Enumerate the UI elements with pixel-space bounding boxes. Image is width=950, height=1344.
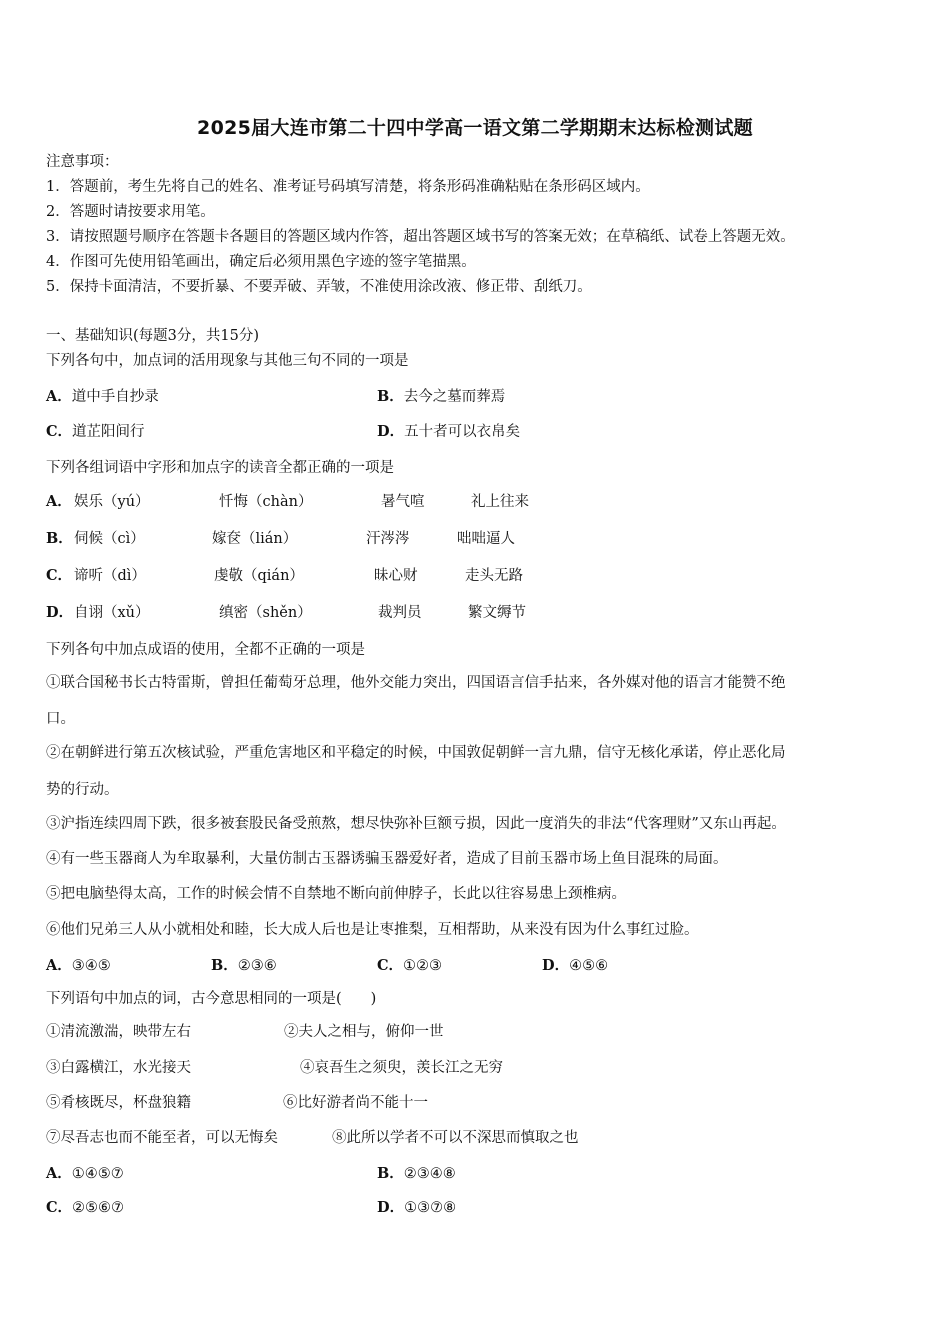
notice-heading: 注意事项：	[46, 154, 119, 170]
option-text: 道中手自抄录	[71, 389, 159, 405]
option-label: B．	[377, 388, 404, 405]
sentence-line: ③沪指连续四周下跌，很多被套股民备受煎熬，想尽快弥补巨额亏损，因此一度消失的非法“代客理财”又东山再起。	[46, 816, 786, 832]
option-d	[542, 956, 608, 976]
row-cell: 谛听（dì）	[74, 568, 146, 584]
row-cell: 自诩（xǔ）	[74, 605, 150, 621]
row-cell: 伺候（cì）	[74, 531, 145, 547]
row-cell: 繁文缛节	[468, 605, 526, 621]
option-text: 去今之墓而葬焉	[403, 389, 506, 405]
option-label: A．	[46, 957, 72, 974]
row-cell: 裁判员	[378, 605, 422, 621]
sentence-item: ⑧此所以学者不可以不深思而慎取之也	[332, 1130, 579, 1146]
question-stem: 下列语句中加点的词，古今意思相同的一项是( )	[46, 991, 377, 1007]
option-c	[46, 422, 145, 442]
notice-item: 1．答题前，考生先将自己的姓名、准考证号码填写清楚，将条形码准确粘贴在条形码区域内。	[46, 179, 650, 195]
option-label: C．	[377, 957, 404, 974]
option-text: ④⑤⑥	[569, 958, 609, 974]
sentence-item: ⑤肴核既尽，杯盘狼籍	[46, 1095, 191, 1111]
option-text: ①④⑤⑦	[71, 1166, 124, 1182]
question-stem: 下列各组词语中字形和加点字的读音全都正确的一项是	[46, 460, 394, 476]
option-text: ②③⑥	[237, 958, 277, 974]
option-text: ①③⑦⑧	[404, 1200, 457, 1216]
option-b	[377, 1164, 456, 1184]
sentence-item: ⑦尽吾志也而不能至者，可以无悔矣	[46, 1130, 278, 1146]
row-cell: 暑气喧	[381, 494, 425, 510]
row-label: A．	[46, 493, 72, 510]
question-stem: 下列各句中加点成语的使用，全都不正确的一项是	[46, 642, 365, 658]
option-d	[377, 1198, 456, 1218]
sentence-item: ③白露横江，水光接天	[46, 1060, 191, 1076]
option-label: D．	[377, 423, 405, 440]
row-cell: 咄咄逼人	[457, 531, 515, 547]
row-label: B．	[46, 530, 73, 547]
row-cell: 娱乐（yú）	[74, 494, 150, 510]
row-cell: 虔敬（qián）	[214, 568, 304, 584]
notice-item: 5．保持卡面清洁，不要折暴、不要弄破、弄皱，不准使用涂改液、修正带、刮纸刀。	[46, 279, 592, 295]
option-text: ③④⑤	[71, 958, 111, 974]
option-label: B．	[377, 1165, 404, 1182]
sentence-line: ①联合国秘书长古特雷斯，曾担任葡萄牙总理，他外交能力突出，四国语言信手拈来，各外媒对他的语言才能赞不绝	[46, 675, 786, 691]
row-cell: 昧心财	[374, 568, 418, 584]
row-cell: 缜密（shěn）	[219, 605, 312, 621]
sentence-item: ①清流激湍，映带左右	[46, 1024, 191, 1040]
sentence-item: ⑥比好游者尚不能十一	[283, 1095, 428, 1111]
option-label: A．	[46, 388, 72, 405]
option-text: 道芷阳间行	[72, 424, 145, 440]
question-stem: 下列各句中，加点词的活用现象与其他三句不同的一项是	[46, 353, 409, 369]
sentence-line: ④有一些玉器商人为牟取暴利，大量仿制古玉器诱骗玉器爱好者，造成了目前玉器市场上鱼目混珠的局面。	[46, 851, 728, 867]
option-label: C．	[46, 423, 73, 440]
option-label: B．	[211, 957, 238, 974]
option-a	[46, 1164, 124, 1184]
row-cell: 忏悔（chàn）	[219, 494, 313, 510]
option-text: 五十者可以衣帛矣	[404, 424, 521, 440]
option-text: ①②③	[403, 958, 443, 974]
option-a	[46, 387, 159, 407]
option-label: D．	[377, 1199, 405, 1216]
option-c	[46, 1198, 124, 1218]
notice-item: 4．作图可先使用铅笔画出，确定后必须用黑色字迹的签字笔描黑。	[46, 254, 476, 270]
sentence-line: ②在朝鲜进行第五次核试验，严重危害地区和平稳定的时候，中国敦促朝鲜一言九鼎，信守无核化承诺，停止恶化局	[46, 745, 786, 761]
option-text: ②③④⑧	[403, 1166, 456, 1182]
row-cell: 礼上往来	[471, 494, 529, 510]
option-text: ②⑤⑥⑦	[72, 1200, 125, 1216]
option-label: C．	[46, 1199, 73, 1216]
option-b	[377, 387, 505, 407]
sentence-line: 口。	[46, 711, 75, 727]
row-label: D．	[46, 604, 74, 621]
sentence-item: ④哀吾生之须臾，羡长江之无穷	[300, 1060, 503, 1076]
row-cell: 汗涔涔	[366, 531, 410, 547]
option-c	[377, 956, 442, 976]
page-title: 2025届大连市第二十四中学高一语文第二学期期末达标检测试题	[197, 117, 753, 139]
row-cell: 走头无路	[465, 568, 523, 584]
option-label: A．	[46, 1165, 72, 1182]
notice-item: 3．请按照题号顺序在答题卡各题目的答题区域内作答，超出答题区域书写的答案无效；在草稿纸、试卷上答题无效。	[46, 229, 795, 245]
sentence-line: ⑤把电脑垫得太高，工作的时候会情不自禁地不断向前伸脖子，长此以往容易患上颈椎病。	[46, 886, 626, 902]
row-label: C．	[46, 567, 73, 584]
option-a	[46, 956, 111, 976]
sentence-item: ②夫人之相与，俯仰一世	[284, 1024, 444, 1040]
option-label: D．	[542, 957, 570, 974]
option-d	[377, 422, 520, 442]
row-cell: 嫁奁（lián）	[212, 531, 298, 547]
sentence-line: ⑥他们兄弟三人从小就相处和睦，长大成人后也是让枣推梨，互相帮助，从来没有因为什么事红过脸。	[46, 922, 699, 938]
sentence-line: 势的行动。	[46, 782, 119, 798]
section-heading: 一、基础知识(每题3分，共15分)	[46, 328, 259, 344]
option-b	[211, 956, 277, 976]
notice-item: 2．答题时请按要求用笔。	[46, 204, 215, 220]
